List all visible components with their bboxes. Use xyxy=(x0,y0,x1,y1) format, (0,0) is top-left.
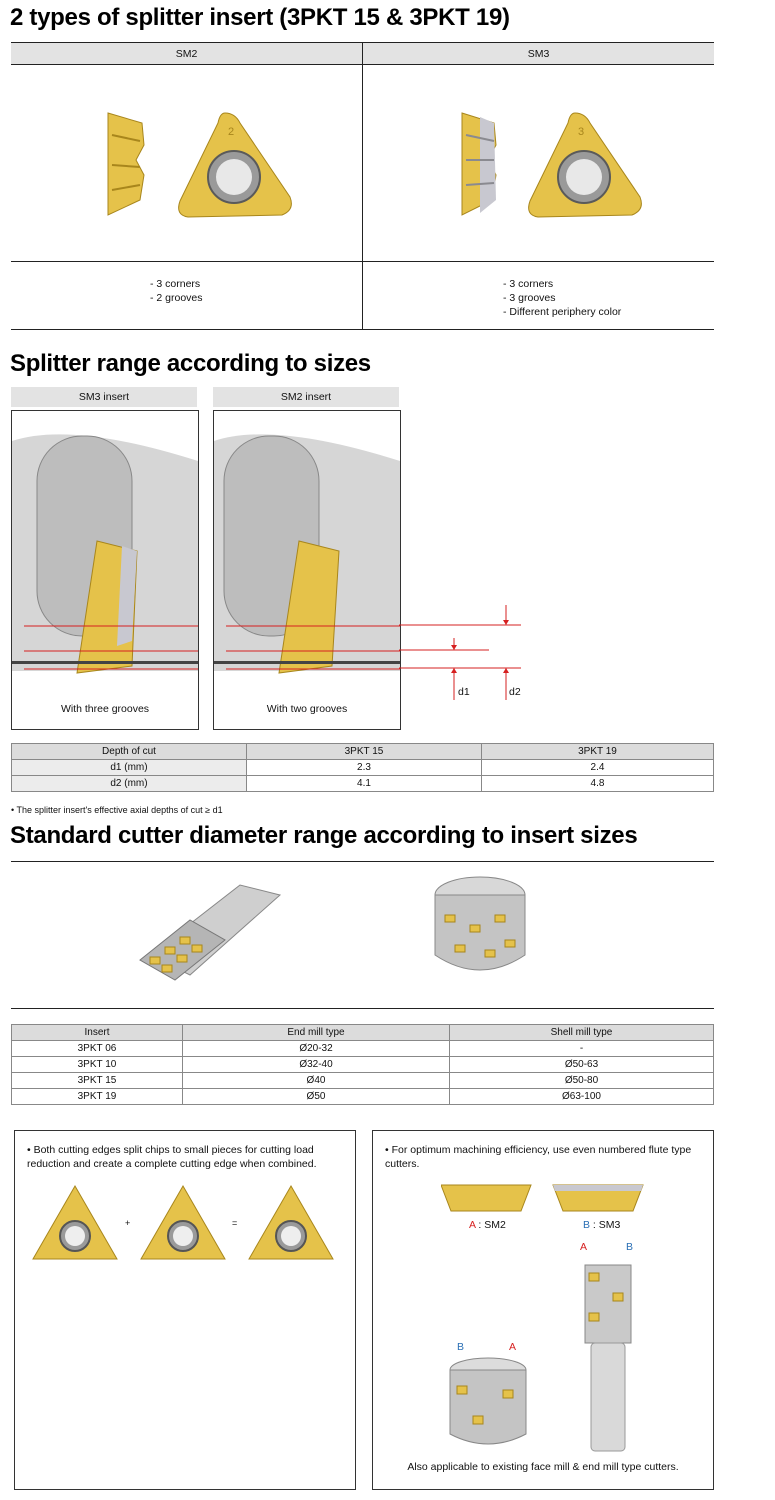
box-chip-splitting xyxy=(14,1130,356,1490)
table-cell: Ø63-100 xyxy=(450,1089,714,1105)
table-cell: Ø50-63 xyxy=(450,1057,714,1073)
table-header: Depth of cut xyxy=(12,744,247,760)
table-header: End mill type xyxy=(183,1025,450,1041)
letter-a: A xyxy=(469,1219,476,1231)
box-right-text: • For optimum machining efficiency, use even numbered flute type cutters. xyxy=(385,1144,692,1170)
table-row xyxy=(12,776,714,792)
table-cell: Ø20-32 xyxy=(183,1041,450,1057)
depth-note: • The splitter insert's effective axial depths of cut ≥ d1 xyxy=(11,805,223,815)
shell-mill-image xyxy=(415,870,545,990)
sm3-insert-image xyxy=(450,105,650,225)
label-b-sm3 xyxy=(583,1219,620,1231)
col-header-sm2: SM2 xyxy=(11,43,362,64)
plus-sign: + xyxy=(125,1218,131,1228)
table-cell: 4.8 xyxy=(482,776,714,792)
label-a-sm2 xyxy=(469,1219,506,1231)
panel-right-caption: With two grooves xyxy=(266,703,348,715)
col-header-sm3: SM3 xyxy=(363,43,714,64)
table-row xyxy=(12,1057,714,1073)
shell-mill-cutter-image xyxy=(443,1356,533,1451)
table-header: 3PKT 15 xyxy=(247,744,482,760)
section1-title: 2 types of splitter insert (3PKT 15 & 3PKT 19) xyxy=(10,4,510,31)
sm2-sm3-edge-image xyxy=(441,1181,651,1217)
sm2-cutting-illustration xyxy=(214,411,400,729)
insert-combination-image xyxy=(25,1181,345,1271)
table-header: Shell mill type xyxy=(450,1025,714,1041)
table-cell: d1 (mm) xyxy=(12,760,247,776)
divider xyxy=(11,861,714,862)
letter-b: B xyxy=(583,1219,591,1231)
table-cell: 3PKT 19 xyxy=(12,1089,183,1105)
sm3-features xyxy=(503,277,621,319)
table-cell: Ø40 xyxy=(183,1073,450,1089)
table-header: 3PKT 19 xyxy=(482,744,714,760)
sm2-insert-image xyxy=(100,105,300,225)
letter-b: B xyxy=(626,1241,634,1253)
table-row xyxy=(12,1073,714,1089)
feature-line: - 2 grooves xyxy=(150,292,203,304)
table-row xyxy=(12,760,714,776)
table-cell: Ø50 xyxy=(183,1089,450,1105)
box-flute-type xyxy=(372,1130,714,1490)
divider xyxy=(11,1008,714,1009)
end-mill-cutter-image xyxy=(573,1253,643,1453)
diameter-table xyxy=(11,1024,714,1105)
equals-sign: = xyxy=(232,1218,238,1228)
table-header-row xyxy=(12,1025,714,1041)
panel-right xyxy=(213,410,401,730)
divider xyxy=(362,43,363,330)
table-row xyxy=(12,1089,714,1105)
table-cell: 3PKT 10 xyxy=(12,1057,183,1073)
feature-line: - 3 corners xyxy=(150,278,201,290)
panel-left-header: SM3 insert xyxy=(11,387,197,407)
divider xyxy=(11,329,714,330)
panel-left xyxy=(11,410,199,730)
box-right-footer: Also applicable to existing face mill & end mill type cutters. xyxy=(407,1461,679,1473)
label-a-text: : SM2 xyxy=(475,1219,506,1231)
depth-table xyxy=(11,743,714,792)
feature-line: - 3 grooves xyxy=(503,292,556,304)
table-cell: d2 (mm) xyxy=(12,776,247,792)
section2-title: Splitter range according to sizes xyxy=(10,350,371,377)
table-row xyxy=(12,1041,714,1057)
svg-text:2: 2 xyxy=(228,126,235,138)
table-header: Insert xyxy=(12,1025,183,1041)
table-cell: 2.3 xyxy=(247,760,482,776)
feature-line: - Different periphery color xyxy=(503,306,622,318)
divider xyxy=(11,261,714,262)
section3-title: Standard cutter diameter range according to insert sizes xyxy=(10,822,638,849)
letter-b: B xyxy=(457,1341,465,1353)
box-left-text: • Both cutting edges split chips to small pieces for cutting load reduction and create a complete cutting edge when combined. xyxy=(27,1144,317,1170)
label-b-text: : SM3 xyxy=(590,1219,621,1231)
sm2-features xyxy=(150,277,203,305)
table-cell: Ø32-40 xyxy=(183,1057,450,1073)
table-cell: 3PKT 06 xyxy=(12,1041,183,1057)
table-cell: Ø50-80 xyxy=(450,1073,714,1089)
letter-a: A xyxy=(580,1241,588,1253)
svg-text:3: 3 xyxy=(578,126,585,138)
table-header-row xyxy=(12,744,714,760)
panel-left-caption: With three grooves xyxy=(60,703,150,715)
end-mill-image xyxy=(130,865,290,985)
sm3-cutting-illustration xyxy=(12,411,198,729)
feature-line: - 3 corners xyxy=(503,278,554,290)
table-cell: - xyxy=(450,1041,714,1057)
table-cell: 2.4 xyxy=(482,760,714,776)
letter-a: A xyxy=(509,1341,517,1353)
table-cell: 3PKT 15 xyxy=(12,1073,183,1089)
table-cell: 4.1 xyxy=(247,776,482,792)
d1-label: d1 xyxy=(458,686,470,698)
d2-label: d2 xyxy=(509,686,521,698)
panel-right-header: SM2 insert xyxy=(213,387,399,407)
